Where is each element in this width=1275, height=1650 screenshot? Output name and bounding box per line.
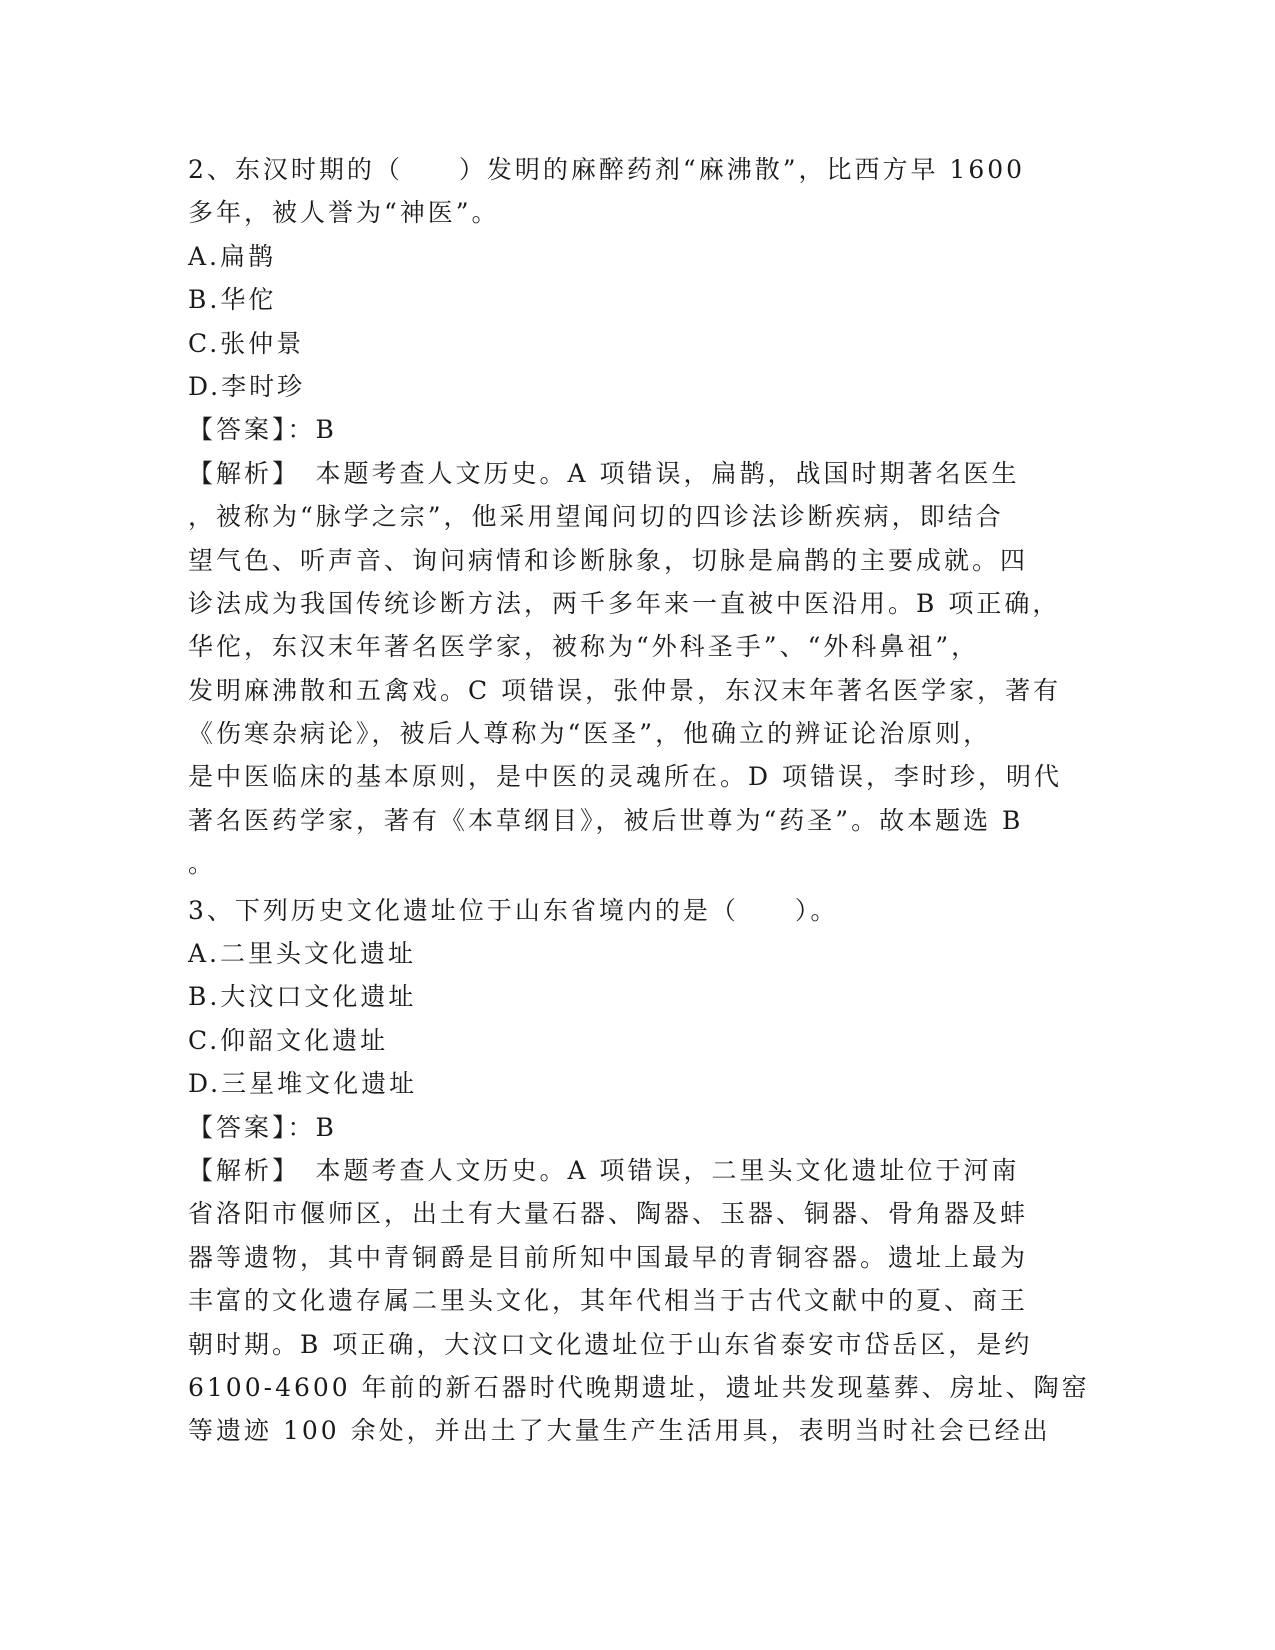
- analysis-line: 【解析】 本题考查人文历史。A 项错误，扁鹊，战国时期著名医生: [188, 458, 1020, 488]
- analysis-line: 等遗迹 100 余处，并出土了大量生产生活用具，表明当时社会已经出: [188, 1416, 1051, 1446]
- analysis-line: 器等遗物，其中青铜爵是目前所知中国最早的青铜容器。遗址上最为: [188, 1242, 1029, 1272]
- analysis-line: 丰富的文化遗存属二里头文化，其年代相当于古代文献中的夏、商王: [188, 1286, 1029, 1316]
- option-c: C.张仲景: [188, 328, 305, 358]
- analysis-line: 华佗，东汉末年著名医学家，被称为“外科圣手”、“外科鼻祖”，: [188, 632, 980, 662]
- question-stem-line: 2、东汉时期的（ ）发明的麻醉药剂“麻沸散”，比西方早 1600: [188, 155, 1026, 184]
- analysis-line: 【解析】 本题考查人文历史。A 项错误，二里头文化遗址位于河南: [188, 1155, 1020, 1185]
- question-text-block: [188, 148, 1088, 1453]
- option-b: B.大汶口文化遗址: [188, 982, 417, 1012]
- analysis-line: 望气色、听声音、询问病情和诊断脉象，切脉是扁鹊的主要成就。四: [188, 545, 1029, 575]
- question-stem-line: 多年，被人誉为“神医”。: [188, 198, 500, 228]
- answer-line: 【答案】：B: [188, 415, 337, 445]
- answer-line: 【答案】：B: [188, 1112, 337, 1142]
- question-2: [188, 148, 1088, 886]
- option-c: C.仰韶文化遗址: [188, 1025, 389, 1055]
- analysis-line: 诊法成为我国传统诊断方法，两千多年来一直被中医沿用。B 项正确，: [188, 588, 1061, 618]
- analysis-line: 省洛阳市偃师区，出土有大量石器、陶器、玉器、铜器、骨角器及蚌: [188, 1199, 1029, 1229]
- analysis-line: 是中医临床的基本原则，是中医的灵魂所在。D 项错误，李时珍，明代: [188, 762, 1062, 792]
- question-stem-line: 3、下列历史文化遗址位于山东省境内的是（ ）。: [188, 895, 839, 925]
- option-a: A.扁鹊: [188, 241, 277, 271]
- analysis-line: ，被称为“脉学之宗”，他采用望闻问切的四诊法诊断疾病，即结合: [188, 502, 1004, 532]
- analysis-line: 《伤寒杂病论》，被后人尊称为“医圣”，他确立的辨证论治原则，: [188, 719, 992, 749]
- option-b: B.华佗: [188, 285, 277, 315]
- option-a: A.二里头文化遗址: [188, 939, 417, 969]
- analysis-line: 6100-4600 年前的新石器时代晚期遗址，遗址共发现墓葬、房址、陶窑: [188, 1372, 1090, 1402]
- analysis-line: 。: [188, 849, 217, 879]
- question-3: [188, 889, 1088, 1453]
- analysis-line: 朝时期。B 项正确，大汶口文化遗址位于山东省泰安市岱岳区，是约: [188, 1329, 1033, 1359]
- option-d: D.三星堆文化遗址: [188, 1069, 418, 1099]
- analysis-line: 发明麻沸散和五禽戏。C 项错误，张仲景，东汉末年著名医学家，著有: [188, 675, 1062, 705]
- option-d: D.李时珍: [188, 371, 306, 401]
- analysis-line: 著名医药学家，著有《本草纲目》，被后世尊为“药圣”。故本题选 B: [188, 805, 1024, 835]
